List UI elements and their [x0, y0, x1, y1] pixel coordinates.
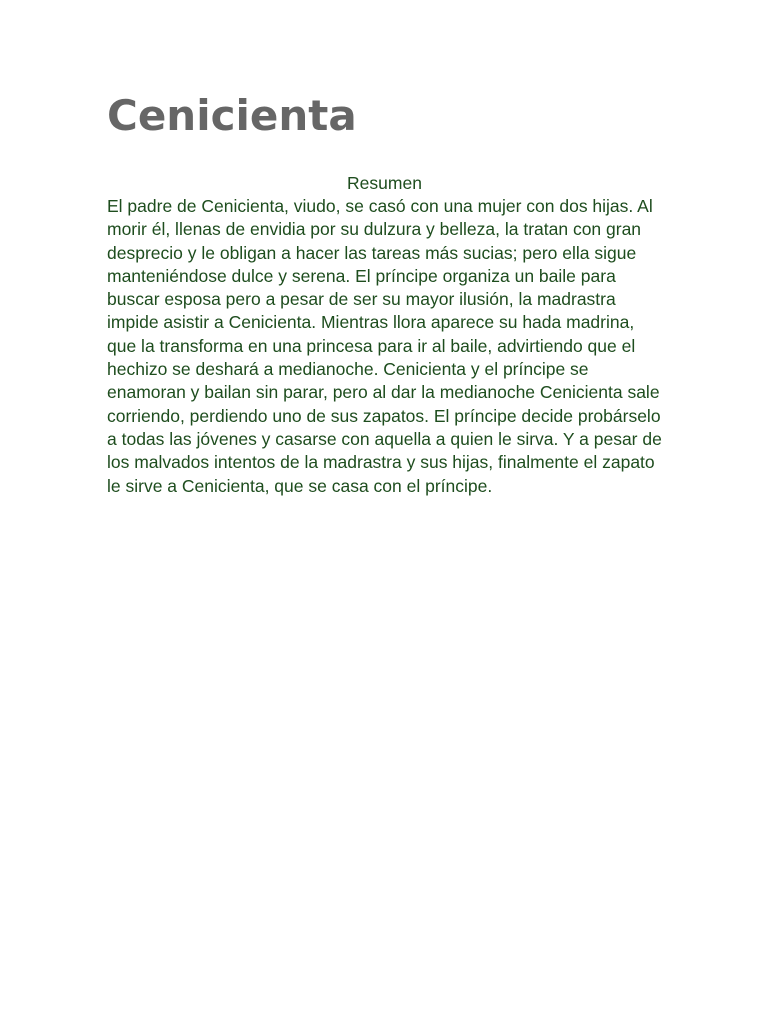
- document-title: Cenicienta: [107, 91, 357, 140]
- document-subtitle: Resumen: [347, 173, 422, 193]
- document-body-paragraph: El padre de Cenicienta, viudo, se casó con una mujer con dos hijas. Al morir él, llenas de envidia por su dulzura y belleza, la tratan con gran desprecio y le obligan a hacer las tareas más sucias; pero ella sigue manteniéndose dulce y serena. El príncipe organiza un baile para buscar esposa pero a pesar de ser su mayor ilusión, la madrastra impide asistir a Cenicienta. Mientras llora aparece su hada madrina, que la transforma en una princesa para ir al baile, advirtiendo que el hechizo se deshará a medianoche. Cenicienta y el príncipe se enamoran y bailan sin parar, pero al dar la medianoche Cenicienta sale corriendo, perdiendo uno de sus zapatos. El príncipe decide probárselo a todas las jóvenes y casarse con aquella a quien le sirva. Y a pesar de los malvados intentos de la madrastra y sus hijas, finalmente el zapato le sirve a Cenicienta, que se casa con el príncipe.: [107, 196, 662, 496]
